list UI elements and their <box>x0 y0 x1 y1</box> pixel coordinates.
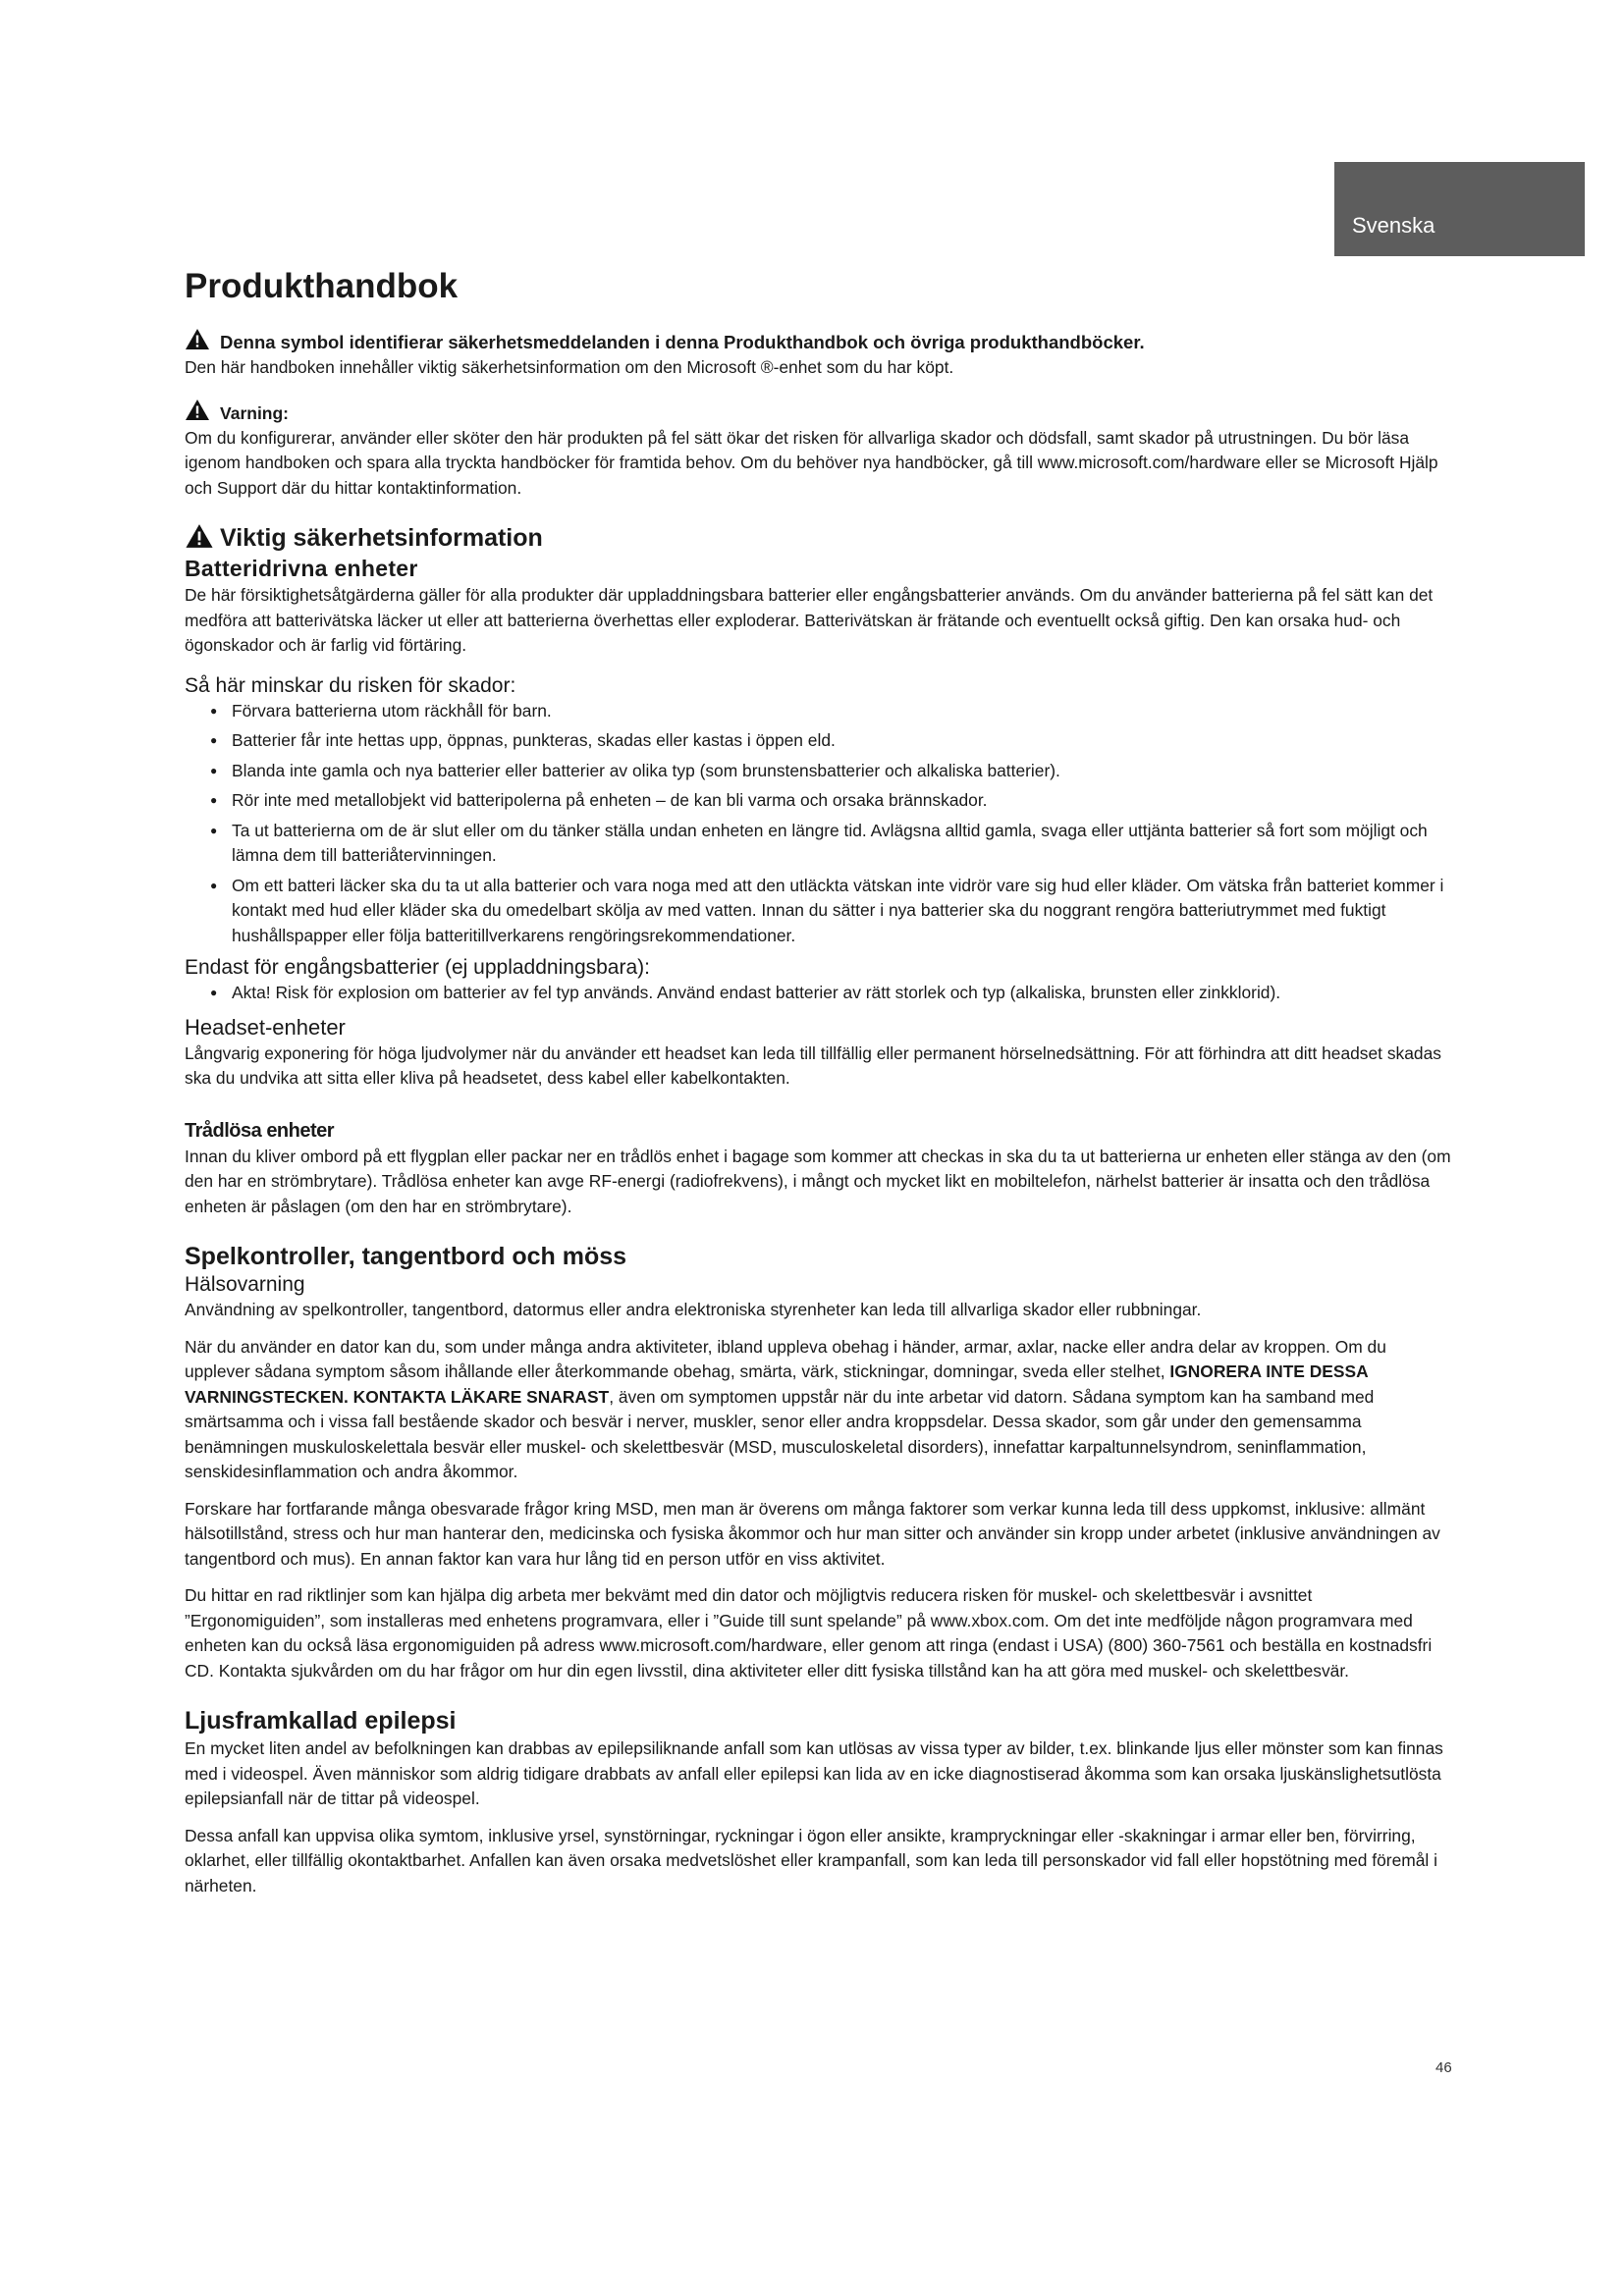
controllers-p3: Forskare har fortfarande många obesvarade frågor kring MSD, men man är överens om många faktorer som verkar kunna leda till dess uppkomst, inklusive: allmänt hälsotillstånd, stress och hur man hanterar den, medicinska och fysiska åkommor och hur man sitter och använder sin kropp under arbetet (inklusive användningen av tangentbord och mus). En annan faktor kan vara hur lång tid en person utför en viss aktivitet. <box>185 1498 1440 1569</box>
warning-triangle-icon <box>185 522 212 554</box>
wireless-heading: Trådlösa enheter <box>185 1119 335 1142</box>
disposable-heading: Endast för engångsbatterier (ej uppladdningsbara): <box>185 956 650 979</box>
headset-heading: Headset-enheter <box>185 1014 346 1040</box>
list-item: ● Akta! Risk för explosion om batterier av fel typ används. Använd endast batterier av rätt storlek och typ (alkaliska, brunsten eller zinkklorid). <box>185 981 1451 1006</box>
disposable-list <box>185 981 1451 1006</box>
intro-text: Den här handboken innehåller viktig säkerhetsinformation om den Microsoft ®-enhet som du har köpt. <box>185 357 954 377</box>
symbol-note-text: Denna symbol identifierar säkerhetsmeddelanden i denna Produkthandbok och övriga produkthandböcker. <box>220 332 1145 352</box>
controllers-p4: Du hittar en rad riktlinjer som kan hjälpa dig arbeta mer bekvämt med din dator och möjligtvis reducera risken för muskel- och skelettbesvär i avsnittet ”Ergonomiguiden”, som installeras med enhetens programvara, eller i ”Guide till sunt spelande” på www.xbox.com. Om det inte medföljde någon programvara med enheten kan du också läsa ergonomiguiden på adress www.microsoft.com/hardware, eller genom att ringa (endast i USA) (800) 360-7561 och beställa en kostnadsfri CD. Kontakta sjukvården om du har frågor om hur din egen livsstil, dina aktiviteter eller ditt fysiska tillstånd kan ha att göra med muskel- och skelettbesvär. <box>185 1585 1433 1681</box>
controllers-p2-a: När du använder en dator kan du, som under många andra aktiviteter, ibland uppleva obehag i händer, armar, axlar, nacke eller andra delar av kroppen. Om du upplever sådana symptom såsom ihållande eller återkommande obehag, smärta, värk, stickningar, domningar, sveda eller stelhet, <box>185 1336 1386 1381</box>
list-item: ● Om ett batteri läcker ska du ta ut alla batterier och vara noga med att den utläckta vätskan inte vidrör vare sig hud eller kläder. Om vätska från batteriet kommer i kontakt med hud eller kläder ska du omedelbart skölja av med vatten. Innan du sätter i nya batterier ska du noggrant rengöra batteriutrymmet med fuktigt hushållspapper eller följa batteritillverkarens rengöringsrekommendationer. <box>185 874 1451 949</box>
safety-heading <box>185 522 1451 554</box>
battery-list <box>185 699 1451 949</box>
controllers-p1: Användning av spelkontroller, tangentbord, datormus eller andra elektroniska styrenheter kan leda till allvarliga skador eller rubbningar. <box>185 1300 1202 1319</box>
controllers-p2-bold: IGNORERA INTE DESSA VARNINGSTECKEN. KONTAKTA LÄKARE SNARAST <box>185 1362 1369 1407</box>
epilepsy-p1: En mycket liten andel av befolkningen kan drabbas av epilepsiliknande anfall som kan utlösas av vissa typer av bilder, t.ex. blinkande ljus eller mönster som kan finnas med i videospel. Även människor som aldrig tidigare drabbats av anfall eller epilepsi kan lida av en icke diagnostiserad åkomma som kan orsaka ljuskänslighetsutlösta epilepsianfall när de tittar på videospel. <box>185 1738 1443 1808</box>
list-item: ● Rör inte med metallobjekt vid batteripolerna på enheten – de kan bli varma och orsaka brännskador. <box>185 788 1451 814</box>
controllers-p2-b: , även om symptomen uppstår när du inte arbetar vid datorn. Sådana symptom kan ha samband med smärtsamma och i vissa fall bestående skador och besvär i nerver, muskler, senor eller andra kroppsdelar. Dessa skador, som går under den gemensamma benämningen muskuloskelettala besvär eller muskel- och skelettbesvär (MSD, musculoskeletal disorders), innefattar karpaltunnelsyndrom, seninflammation, senskidesinflammation och andra åkommor. <box>185 1386 1375 1481</box>
warning-text: Om du konfigurerar, använder eller sköter den här produkten på fel sätt ökar det risken för allvarliga skador och dödsfall, samt skador på utrustningen. Du bör läsa igenom handboken och spara alla tryckta handböcker för framtida behov. Om du behöver nya handböcker, gå till www.microsoft.com/hardware eller se Microsoft Hjälp och Support där du hittar kontaktinformation. <box>185 427 1438 498</box>
page-number: 46 <box>1435 2059 1452 2076</box>
warning-label: Varning: <box>220 402 290 423</box>
list-item: ● Blanda inte gamla och nya batterier eller batterier av olika typ (som brunstensbatterier och alkaliska batterier). <box>185 759 1451 784</box>
health-warning-heading: Hälsovarning <box>185 1273 305 1296</box>
warning-triangle-icon <box>185 328 212 355</box>
reduce-risk-heading: Så här minskar du risken för skador: <box>185 673 516 697</box>
controllers-heading: Spelkontroller, tangentbord och möss <box>185 1243 627 1270</box>
list-item: ● Ta ut batterierna om de är slut eller om du tänker ställa undan enheten en längre tid. Avlägsna alltid gamla, svaga eller uttjänta batterier så fort som möjligt och lämna dem till batteriåtervinningen. <box>185 819 1451 869</box>
page-content <box>185 265 1451 1898</box>
epilepsy-p2: Dessa anfall kan uppvisa olika symtom, inklusive yrsel, synstörningar, ryckningar i ögon eller ansikte, krampryckningar eller -skakningar i armar eller ben, förvirring, oklarhet, eller tillfällig okontaktbarhet. Anfallen kan även orsaka medvetslöshet eller krampanfall, som kan leda till personskador vid fall eller hopstötning med föremål i närheten. <box>185 1825 1437 1896</box>
battery-heading: Batteridrivna enheter <box>185 556 418 581</box>
battery-text: De här försiktighetsåtgärderna gäller för alla produkter där uppladdningsbara batterier eller engångsbatterier används. Om du använder batterierna på fel sätt kan det medföra att batterivätska läcker ut eller att batterierna överhettas eller exploderar. Batterivätskan är frätande och eventuellt också giftig. Den kan orsaka hud- och ögonskador och är farlig vid förtäring. <box>185 585 1434 655</box>
controllers-p2 <box>185 1335 1451 1485</box>
safety-heading-text: Viktig säkerhetsinformation <box>220 524 543 552</box>
headset-text: Långvarig exponering för höga ljudvolymer när du använder ett headset kan leda till tillfällig eller permanent hörselnedsättning. För att förhindra att ditt headset skadas ska du undvika att sitta eller kliva på headsetet, dess kabel eller kabelkontakten. <box>185 1042 1441 1088</box>
list-item: ● Batterier får inte hettas upp, öppnas, punkteras, skadas eller kastas i öppen eld. <box>185 728 1451 754</box>
symbol-note <box>185 328 1451 355</box>
epilepsy-heading: Ljusframkallad epilepsi <box>185 1707 457 1735</box>
warning-heading <box>185 399 1451 426</box>
list-item: ● Förvara batterierna utom räckhåll för barn. <box>185 699 1451 724</box>
wireless-text: Innan du kliver ombord på ett flygplan eller packar ner en trådlös enhet i bagage som kommer att checkas in ska du ta ut batterierna ur enheten eller stänga av den (om den har en strömbrytare). Trådlösa enheter kan avge RF-energi (radiofrekvens), i mångt och mycket likt en mobiltelefon, närhelst batterier är insatta och den trådlösa enheten är påslagen (om den har en strömbrytare). <box>185 1146 1451 1216</box>
page-title: Produkthandbok <box>185 267 459 305</box>
warning-triangle-icon <box>185 399 212 426</box>
language-tab: Svenska <box>1334 162 1585 256</box>
